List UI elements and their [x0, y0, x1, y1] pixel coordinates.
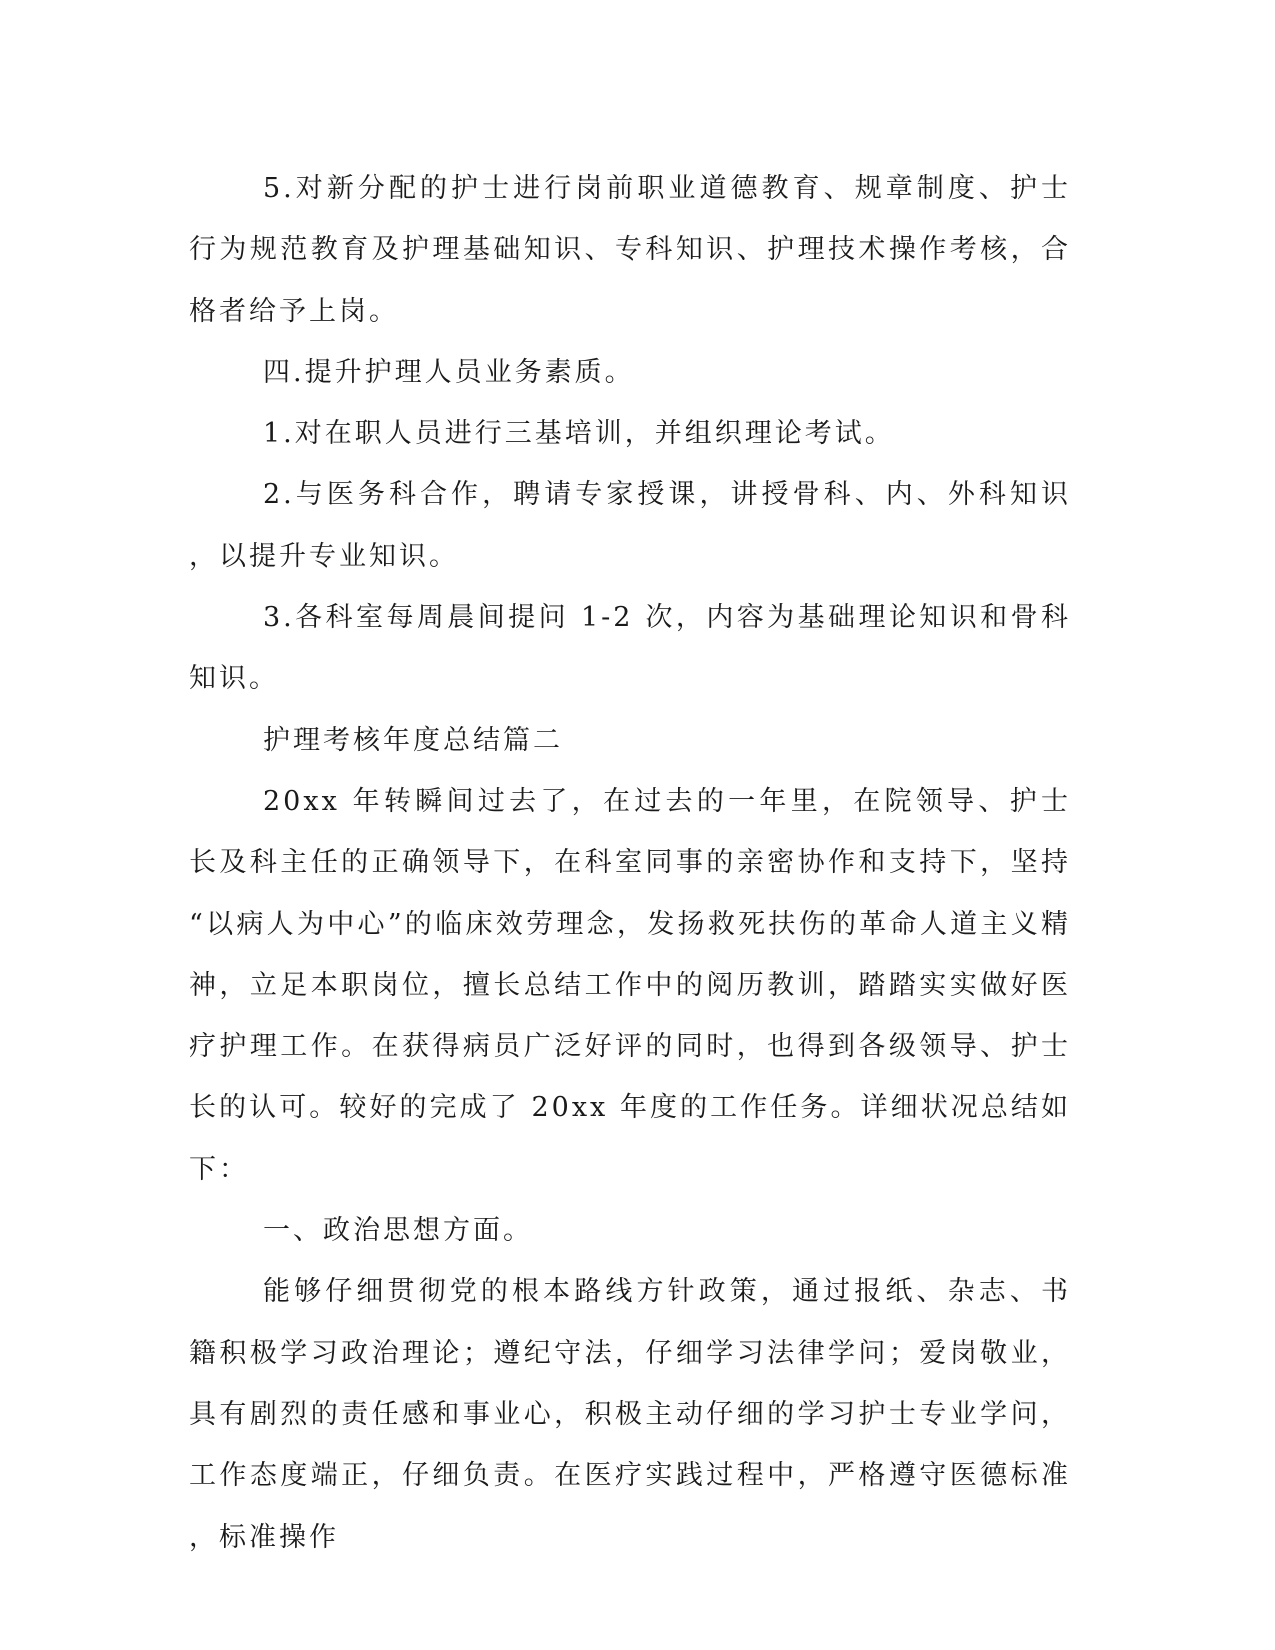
paragraph-item-5-orientation: 5.对新分配的护士进行岗前职业道德教育、规章制度、护士行为规范教育及护理基础知识、专科知识、护理技术操作考核，合格者给予上岗。 [189, 173, 1071, 327]
paragraph-item-2-lectures: 2.与医务科合作，聘请专家授课，讲授骨科、内、外科知识，以提升专业知识。 [189, 479, 1071, 572]
paragraph-political-content: 能够仔细贯彻党的根本路线方针政策，通过报纸、杂志、书籍积极学习政治理论；遵纪守法，仔细学习法律学问；爱岗敬业，具有剧烈的责任感和事业心，积极主动仔细的学习护士专业学问，工作态度端正，仔细负责。在医疗实践过程中，严格遵守医德标准，标准操作 [189, 1276, 1071, 1553]
paragraph-intro-summary: 20xx 年转瞬间过去了，在过去的一年里，在院领导、护士长及科主任的正确领导下，在科室同事的亲密协作和支持下，坚持“以病人为中心”的临床效劳理念，发扬救死扶伤的革命人道主义精神，立足本职岗位，擅长总结工作中的阅历教训，踏踏实实做好医疗护理工作。在获得病员广泛好评的同时，也得到各级领导、护士长的认可。较好的完成了 20xx 年度的工作任务。详细状况总结如下： [189, 785, 1071, 1185]
paragraph-item-1-training: 1.对在职人员进行三基培训，并组织理论考试。 [263, 418, 895, 450]
section-heading-political: 一、政治思想方面。 [263, 1215, 533, 1247]
section-heading-4: 四.提升护理人员业务素质。 [263, 356, 635, 388]
paragraph-item-3-morning-quiz: 3.各科室每周晨间提问 1-2 次，内容为基础理论知识和骨科知识。 [189, 602, 1071, 695]
document-body [189, 158, 1071, 1568]
article-title-part-two: 护理考核年度总结篇二 [263, 724, 563, 756]
